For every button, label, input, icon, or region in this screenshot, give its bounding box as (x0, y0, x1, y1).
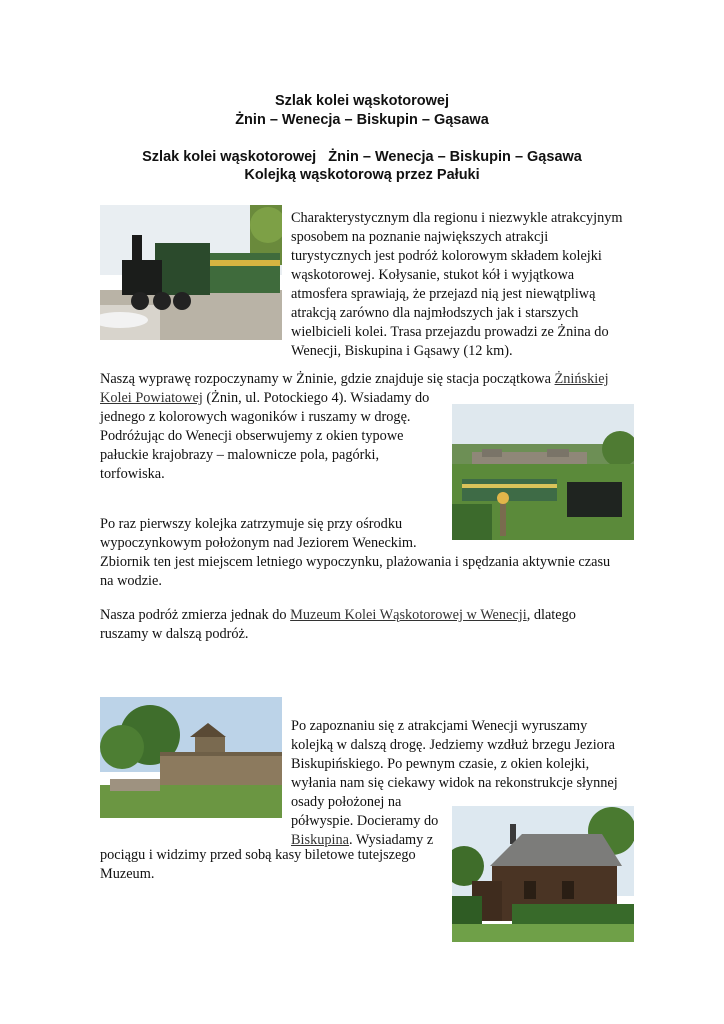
lake-line: na wodzie. (100, 573, 162, 589)
biskupin-line: półwyspie. Docieramy do (291, 813, 439, 829)
lake-line: Zbiornik ten jest miejscem letniego wypoczynku, plażowania i spędzania aktywnie czasu (100, 554, 611, 570)
kolei-powiatowej-link[interactable]: Kolei Powiatowej (100, 390, 203, 406)
znin-line: jednego z kolorowych wagoników i ruszamy w drogę. (100, 409, 411, 425)
lake-paragraph (100, 515, 640, 591)
title-line-2: Żnin – Wenecja – Biskupin – Gąsawa (235, 112, 489, 128)
znin-line: pałuckie krajobrazy – malownicze pola, pagórki, (100, 447, 380, 463)
znin-text: Naszą wyprawę rozpoczynamy w Żninie, gdzie znajduje się stacja początkowa (100, 371, 555, 387)
znin-line-1 (100, 370, 640, 389)
biskupin-line: Muzeum. (100, 866, 155, 882)
settlement-photo (100, 697, 282, 818)
intro-line: turystycznych jest podróż kolorowym składem kolejki (291, 248, 602, 264)
lake-line: Po raz pierwszy kolejka zatrzymuje się przy ośrodku (100, 516, 403, 532)
intro-line: atmosfera sprawiają, że przejazd nią jest niewątpliwą (291, 286, 596, 302)
intro-line: atrakcją zarówno dla najmłodszych jak i starszych (291, 305, 579, 321)
museum-line-2: ruszamy w dalszą podróż. (100, 626, 249, 642)
train-photo (100, 205, 282, 340)
zninska-kolej-link[interactable]: Żnińskiej (554, 371, 609, 387)
biskupin-line: wyłania nam się ciekawy widok na rekonstrukcje słynnej (291, 775, 618, 791)
intro-line: wielbicieli kolei. Trasa przejazdu prowadzi ze Żnina do (291, 324, 609, 340)
intro-paragraph (291, 209, 641, 361)
church-photo (452, 806, 634, 942)
subtitle-line-1: Szlak kolei wąskotorowej Żnin – Wenecja – Biskupin – Gąsawa (142, 149, 582, 165)
znin-line: Podróżując do Wenecji obserwujemy z okien typowe (100, 428, 404, 444)
museum-line-1 (100, 606, 640, 625)
intro-line: sposobem na poznanie największych atrakcji (291, 229, 549, 245)
biskupin-text: . Wysiadamy z (348, 832, 434, 848)
museum-text: , dlatego (526, 607, 576, 623)
intro-line: Charakterystycznym dla regionu i niezwykle atrakcyjnym (291, 210, 623, 226)
biskupin-link[interactable]: Biskupina (291, 832, 349, 848)
intro-line: wąskotorowej. Kołysanie, stukot kół i wyjątkowa (291, 267, 575, 283)
biskupin-line: kolejką w dalszą drogę. Jedziemy wzdłuż brzegu Jeziora (291, 737, 615, 753)
lake-line: wypoczynkowym położonym nad Jeziorem Weneckim. (100, 535, 417, 551)
znin-line: torfowiska. (100, 466, 165, 482)
museum-text: Nasza podróż zmierza jednak do (100, 607, 291, 623)
biskupin-line: Biskupińskiego. Po pewnym czasie, z okien kolejki, (291, 756, 590, 772)
title-line-1: Szlak kolei wąskotorowej (274, 93, 450, 109)
biskupin-line: Po zapoznaniu się z atrakcjami Wenecji wyruszamy (291, 718, 588, 734)
biskupin-line: osady położonej na (291, 794, 402, 810)
znin-text: (Żnin, ul. Potockiego 4). Wsiadamy do (202, 390, 430, 406)
biskupin-ending (100, 846, 460, 884)
museum-paragraph (100, 606, 640, 644)
subtitle-line-2: Kolejką wąskotorową przez Pałuki (244, 167, 480, 183)
biskupin-line: pociągu i widzimy przed sobą kasy biletowe tutejszego (100, 847, 416, 863)
intro-line: Wenecji, Biskupina i Gąsawy (12 km). (291, 343, 513, 359)
muzeum-kolei-link[interactable]: Muzeum Kolei Wąskotorowej w Wenecji (290, 607, 527, 623)
